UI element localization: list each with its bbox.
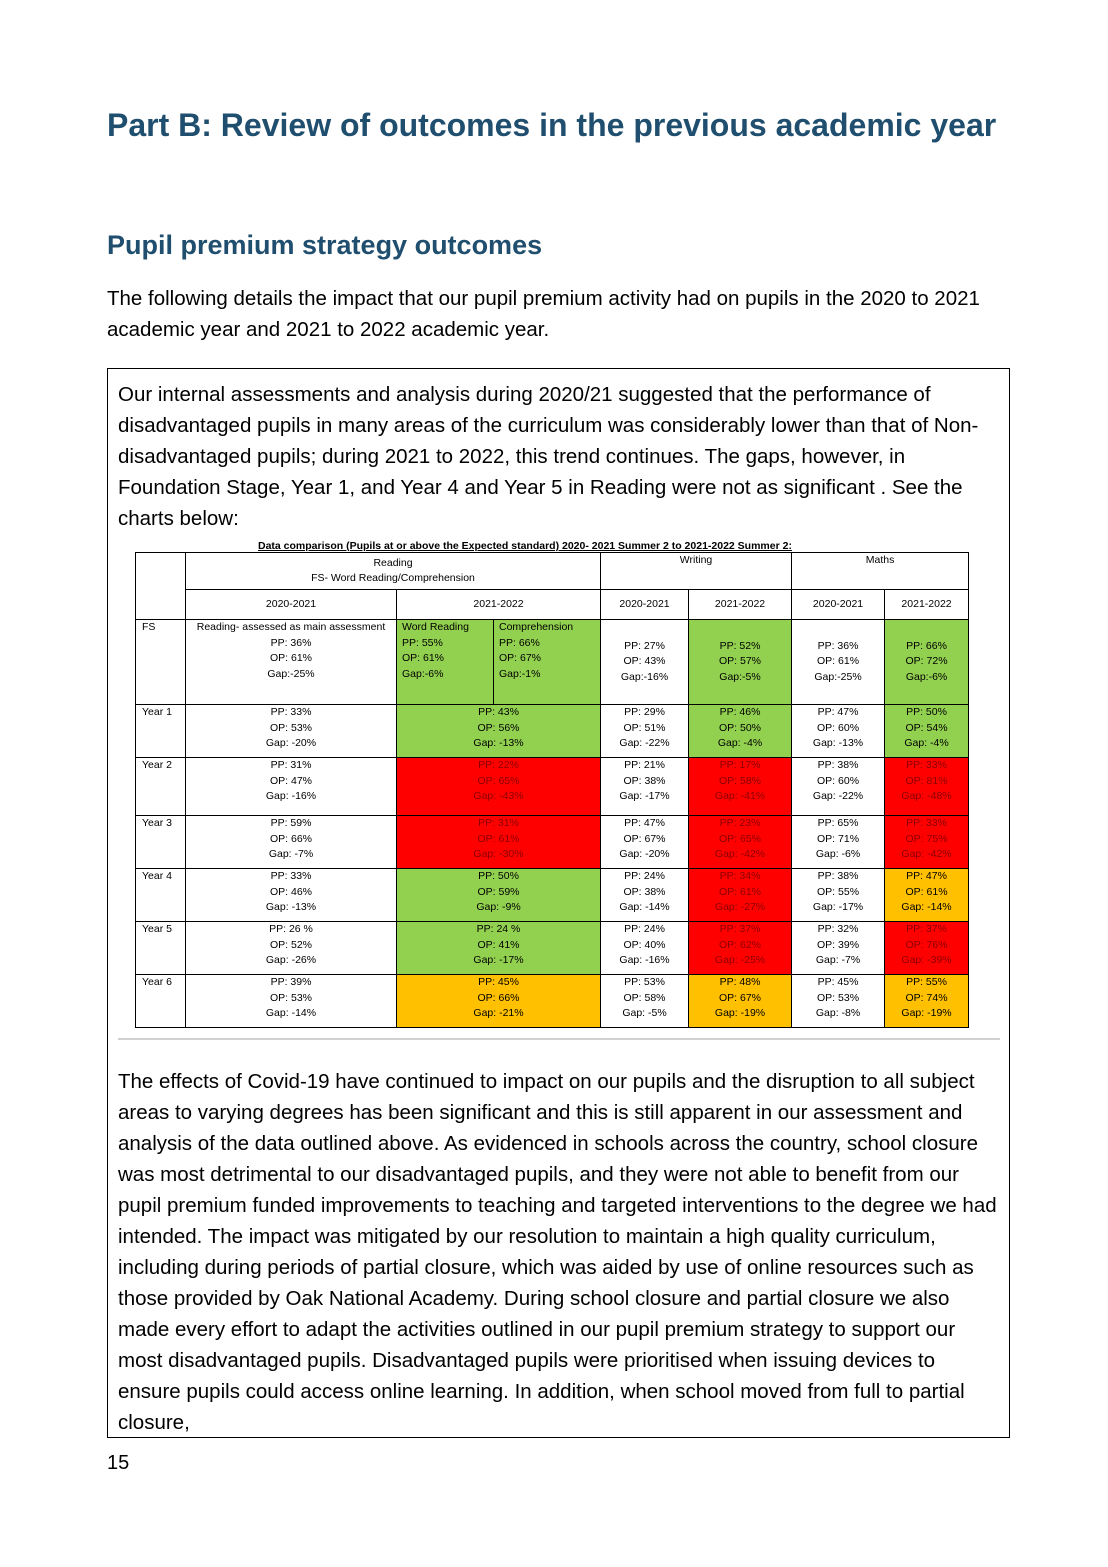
table-cell: PP: 37% OP: 76% Gap: -39% [885,922,969,975]
table-cell: PP: 47% OP: 60% Gap: -13% [792,705,885,758]
table-cell: PP: 37% OP: 62% Gap: -25% [689,922,792,975]
year-header: 2021-2022 [885,590,969,620]
table-cell: PP: 33% OP: 53% Gap: -20% [186,705,397,758]
table-cell: PP: 52% OP: 57% Gap:-5% [689,620,792,705]
table-cell: PP: 47% OP: 67% Gap: -20% [601,816,689,869]
year-header: 2020-2021 [186,590,397,620]
section-heading: Pupil premium strategy outcomes [107,230,543,260]
table-cell: PP: 53% OP: 58% Gap: -5% [601,975,689,1028]
table-corner-cell [136,553,186,620]
table-cell: PP: 38% OP: 60% Gap: -22% [792,758,885,816]
table-year-row [136,590,969,620]
table-cell: PP: 33% OP: 46% Gap: -13% [186,869,397,922]
table-cell: PP: 22% OP: 65% Gap: -43% [397,758,601,816]
table-cell: PP: 50% OP: 59% Gap: -9% [397,869,601,922]
table-row [136,620,969,705]
year-header: 2020-2021 [601,590,689,620]
table-row [136,922,969,975]
table-row [136,705,969,758]
table-cell: PP: 29% OP: 51% Gap: -22% [601,705,689,758]
table-cell: PP: 21% OP: 38% Gap: -17% [601,758,689,816]
assessment-paragraph: Our internal assessments and analysis during 2020/21 suggested that the performance of disadvantaged pupils in many areas of the curriculum was considerably lower than that of Non-disadvantaged pupils; during 2021 to 2022, this trend continues. The gaps, however, in Foundation Stage, Year 1, and Year 4 and Year 5 in Reading were not as significant . See the charts below: [118,383,979,530]
intro-paragraph: The following details the impact that our pupil premium activity had on pupils in the 2020 to 2021 academic year and 2021 to 2022 academic year. [107,287,980,341]
row-label: FS [136,620,186,705]
table-cell: PP: 45% OP: 53% Gap: -8% [792,975,885,1028]
table-cell: Word Reading PP: 55% OP: 61% Gap:-6% [397,620,494,705]
table-cell: Reading- assessed as main assessment PP: 36% OP: 61% Gap:-25% [186,620,397,705]
page-number: 15 [107,1452,130,1474]
table-cell: Comprehension PP: 66% OP: 67% Gap:-1% [494,620,601,705]
table-cell: PP: 17% OP: 58% Gap: -41% [689,758,792,816]
table-cell: PP: 38% OP: 55% Gap: -17% [792,869,885,922]
year-header: 2021-2022 [689,590,792,620]
table-cell: PP: 24 % OP: 41% Gap: -17% [397,922,601,975]
table-cell: PP: 33% OP: 81% Gap: -48% [885,758,969,816]
table-cell: PP: 66% OP: 72% Gap:-6% [885,620,969,705]
table-cell: PP: 47% OP: 61% Gap: -14% [885,869,969,922]
year-header: 2021-2022 [397,590,601,620]
table-cell: PP: 32% OP: 39% Gap: -7% [792,922,885,975]
outcomes-box [107,368,1010,1438]
table-cell: PP: 55% OP: 74% Gap: -19% [885,975,969,1028]
table-cell: PP: 26 % OP: 52% Gap: -26% [186,922,397,975]
row-label: Year 4 [136,869,186,922]
table-row [136,758,969,816]
row-label: Year 1 [136,705,186,758]
page-title: Part B: Review of outcomes in the previous academic year [107,107,997,143]
reading-header: Reading FS- Word Reading/Comprehension [186,553,601,590]
divider [118,1038,1000,1040]
table-cell: PP: 27% OP: 43% Gap:-16% [601,620,689,705]
row-label: Year 3 [136,816,186,869]
table-row [136,975,969,1028]
table-subject-row [136,553,969,590]
table-cell: PP: 34% OP: 61% Gap: -27% [689,869,792,922]
table-cell: PP: 50% OP: 54% Gap: -4% [885,705,969,758]
table-row [136,816,969,869]
table-cell: PP: 31% OP: 61% Gap: -30% [397,816,601,869]
table-row [136,869,969,922]
row-label: Year 5 [136,922,186,975]
covid-impact-paragraph: The effects of Covid-19 have continued to impact on our pupils and the disruption to all subject areas to varying degrees has been significant and this is still apparent in our assessment and analysis of the data outlined above. As evidenced in schools across the country, school closure was most detrimental to our disadvantaged pupils, and they were not able to benefit from our pupil premium funded improvements to teaching and targeted interventions to the degree we had intended. The impact was mitigated by our resolution to maintain a high quality curriculum, including during periods of partial closure, which was aided by use of online resources such as those provided by Oak National Academy. During school closure and partial closure we also made every effort to adapt the activities outlined in our pupil premium strategy to support our most disadvantaged pupils. Disadvantaged pupils were prioritised when issuing devices to ensure pupils could access online learning. In addition, when school moved from full to partial closure, [118,1070,997,1434]
table-cell: PP: 23% OP: 65% Gap: -42% [689,816,792,869]
table-title: Data comparison (Pupils at or above the Expected standard) 2020- 2021 Summer 2 to 2021-2022 Summer 2: [258,540,792,552]
table-cell: PP: 59% OP: 66% Gap: -7% [186,816,397,869]
table-cell: PP: 65% OP: 71% Gap: -6% [792,816,885,869]
maths-header: Maths [792,553,969,590]
table-cell: PP: 33% OP: 75% Gap: -42% [885,816,969,869]
data-comparison-table [135,552,969,1028]
table-cell: PP: 45% OP: 66% Gap: -21% [397,975,601,1028]
writing-header: Writing [601,553,792,590]
table-cell: PP: 46% OP: 50% Gap: -4% [689,705,792,758]
table-cell: PP: 43% OP: 56% Gap: -13% [397,705,601,758]
table-cell: PP: 36% OP: 61% Gap:-25% [792,620,885,705]
table-cell: PP: 39% OP: 53% Gap: -14% [186,975,397,1028]
table-cell: PP: 24% OP: 40% Gap: -16% [601,922,689,975]
table-cell: PP: 48% OP: 67% Gap: -19% [689,975,792,1028]
year-header: 2020-2021 [792,590,885,620]
row-label: Year 6 [136,975,186,1028]
table-cell: PP: 31% OP: 47% Gap: -16% [186,758,397,816]
row-label: Year 2 [136,758,186,816]
table-cell: PP: 24% OP: 38% Gap: -14% [601,869,689,922]
